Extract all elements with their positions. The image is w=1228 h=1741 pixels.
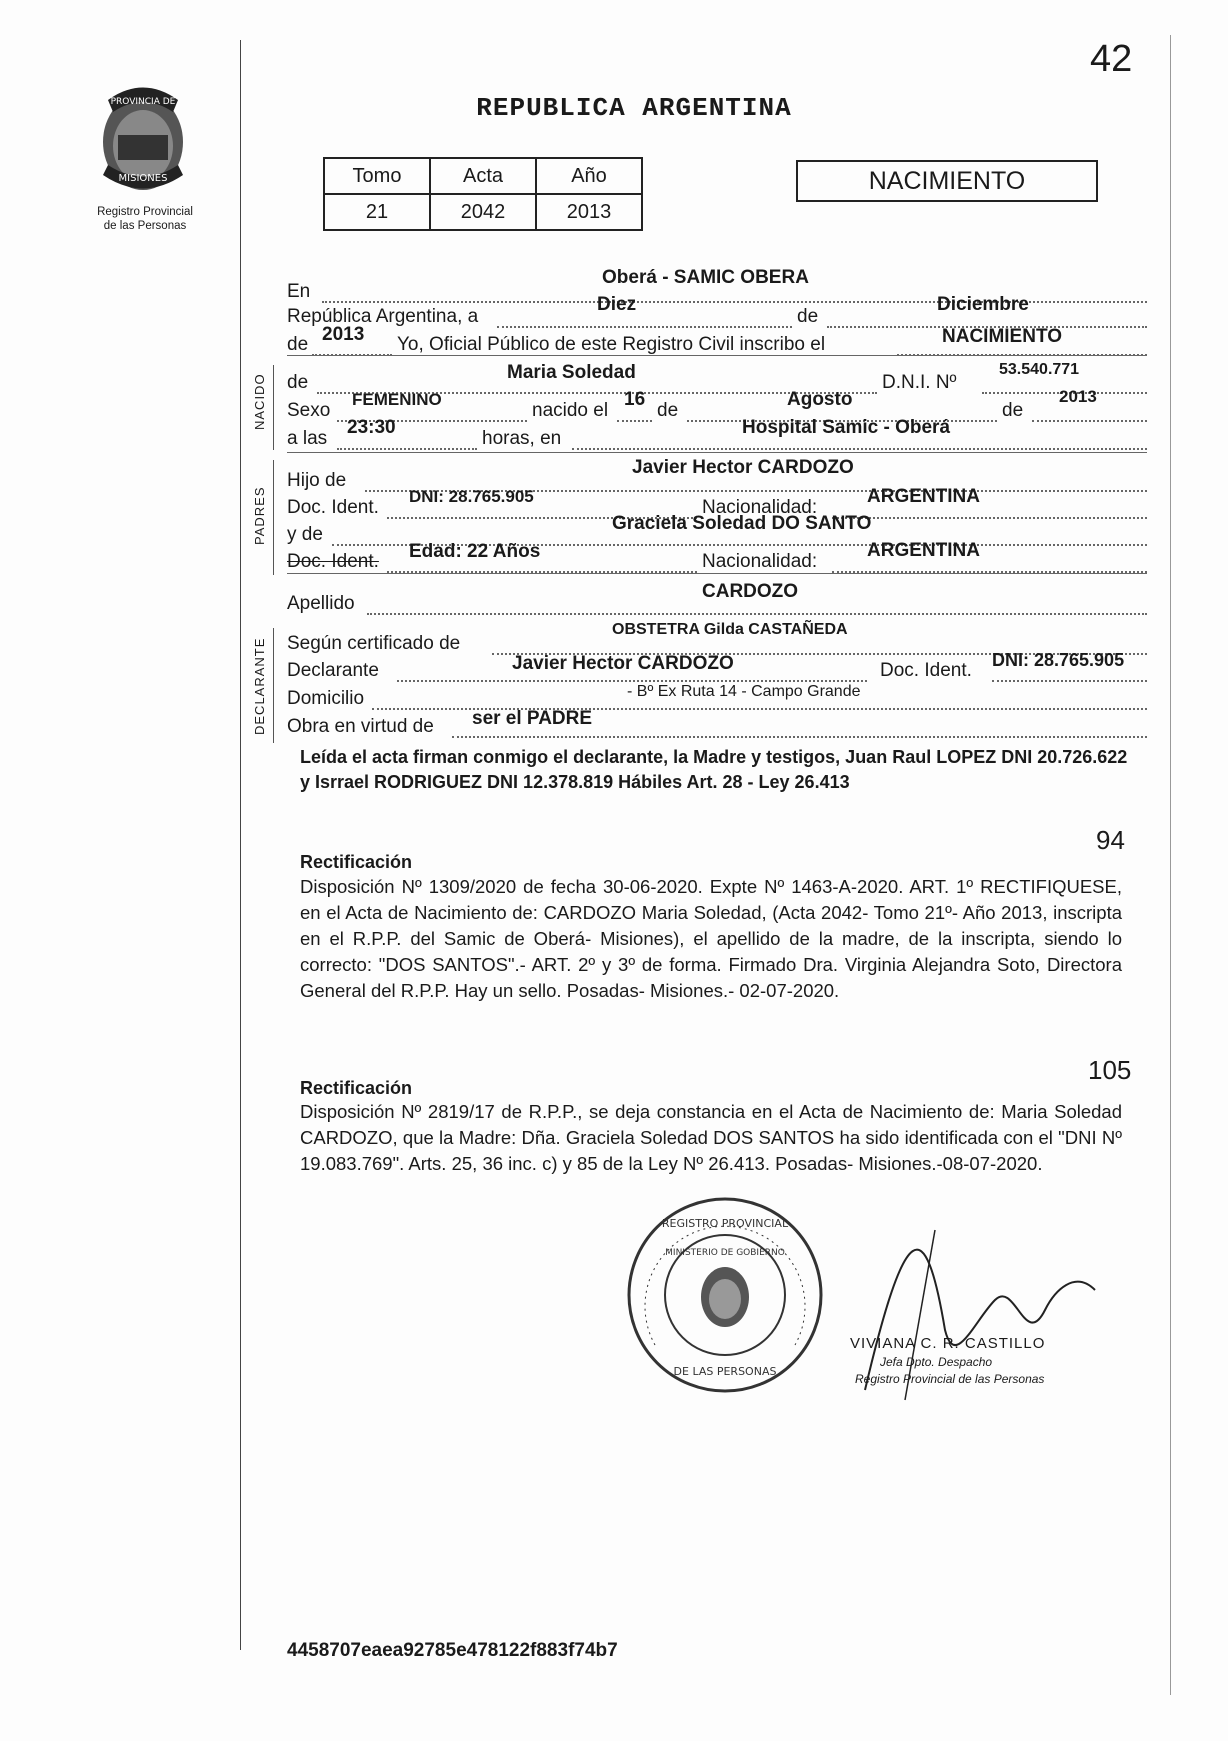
registry-value-anio: 2013 [536,194,642,230]
side-label-nacido: NACIDO [252,373,267,430]
divider [287,452,1147,453]
official-seal [625,1195,825,1395]
label-obra: Obra en virtud de [287,716,434,737]
rectification-1-number: 94 [1096,825,1125,855]
label-y-de: y de [287,524,323,545]
label-a-las: a las [287,428,328,449]
value-declarante-doc: DNI: 28.765.905 [992,650,1125,670]
signature-stamp-org: Registro Provincial de las Personas [855,1372,1045,1386]
value-madre: Graciela Soledad DO SANTO [612,513,872,534]
registry-table [323,157,643,231]
label-de-mes: de [657,400,679,421]
label-nacionalidad-1: Nacionalidad: [702,497,818,518]
nacido-bar [273,365,274,450]
label-declarante: Declarante [287,660,379,681]
label-apellido: Apellido [287,593,355,614]
label-de2: de [287,334,309,355]
seal-text-bottom: DE LAS PERSONAS [673,1365,777,1378]
value-padre-doc: DNI: 28.765.905 [409,487,534,506]
page-number: 42 [1090,38,1133,80]
registry-header-acta: Acta [430,158,536,194]
label-republica: República Argentina, a [287,306,479,327]
seal-text-inner: MINISTERIO DE GOBIERNO [665,1248,785,1258]
value-lugar-nac: Hospital Samic - Oberá [742,417,951,438]
declarante-bar [273,628,274,743]
value-mes-nac: Agosto [787,389,853,410]
row-hora [287,417,1147,453]
closing-statement: Leída el acta firman conmigo el declarante, la Madre y testigos, Juan Raul LOPEZ DNI 20.726.622 y Isrrael RODRIGUEZ DNI 12.378.819 Hábiles Art. 28 - Ley 26.413 [300,747,1128,792]
label-doc-ident-2: Doc. Ident. [287,551,379,572]
label-de: de [797,306,819,327]
label-segun-cert: Según certificado de [287,633,461,654]
side-label-declarante: DECLARANTE [252,637,267,735]
label-doc-ident-3: Doc. Ident. [880,660,972,681]
registry-header-anio: Año [536,158,642,194]
logo-caption-line2: de las Personas [103,220,187,232]
value-acto: NACIMIENTO [942,326,1062,347]
right-margin-line [1170,35,1171,1695]
rectification-2-title: Rectificación [300,1078,413,1098]
row-apellido [287,581,1147,618]
seal-text-top: REGISTRO PROVINCIAL [661,1217,789,1230]
label-de-anio: de [1002,400,1024,421]
value-anio: 2013 [322,324,365,345]
label-horas-en: horas, en [482,428,562,449]
row-obra [287,708,1147,741]
rectification-1-body: Disposición Nº 1309/2020 de fecha 30-06-2020. Expte Nº 1463-A-2020. ART. 1º RECTIFIQUESE, en el Acta de Nacimiento de: CARDOZO Maria Soledad, (Acta 2042- Tomo 21º- Año 2013, inscripta en el R.P.P. del Samic de Oberá- Misiones), el apellido de la madre, de la inscripta, siendo lo correcto: "DOS SANTOS".- ART. 2º y 3º de forma. Firmado Dra. Virginia Alejandra Soto, Directora General del R.P.P. Hay un sello. Posadas- Misiones.- 02-07-2020. [300,876,1122,1001]
logo-top-text: PROVINCIA DE [110,97,176,107]
label-en: En [287,281,311,302]
row-madre-doc [287,540,1147,576]
row-declarante [287,650,1147,685]
registry-header-tomo: Tomo [324,158,430,194]
value-obra: ser el PADRE [472,708,593,729]
footer-hash: 4458707eaea92785e478122f883f74b7 [287,1640,618,1661]
value-padre-nac: ARGENTINA [867,486,980,507]
label-hijo-de: Hijo de [287,470,347,491]
value-sexo: FEMENINO [352,390,442,409]
record-type-box: NACIMIENTO [796,160,1098,202]
value-hora: 23:30 [347,417,396,438]
row-sexo [287,387,1147,425]
left-margin-line [240,40,241,1650]
registry-value-acta: 2042 [430,194,536,230]
value-lugar: Oberá - SAMIC OBERA [602,267,809,288]
value-madre-doc: Edad: 22 Años [409,541,541,562]
registry-value-tomo: 21 [324,194,430,230]
label-nacido-el: nacido el [532,400,609,421]
logo-caption-line1: Registro Provincial [97,206,193,218]
rectification-2-body: Disposición Nº 2819/17 de R.P.P., se deja constancia en el Acta de Nacimiento de: Maria Soledad CARDOZO, que la Madre: Dña. Graciela Soledad DOS SANTOS ha sido identificada con el "DNI Nº 19.083.769". Arts. 25, 36 inc. c) y 85 de la Ley Nº 26.413. Posadas- Misiones.-08-07-2020. [300,1101,1122,1174]
divider [287,355,1147,356]
divider [287,573,1147,574]
value-dia-nac: 16 [624,389,646,410]
value-anio-nac: 2013 [1059,387,1097,406]
logo-caption [80,205,210,233]
value-nombre: Maria Soledad [507,362,636,383]
padres-bar [273,460,274,575]
value-madre-nac: ARGENTINA [867,540,980,561]
label-yo: Yo, Oficial Público de este Registro Civil inscribo el [397,334,826,355]
rectification-1-title: Rectificación [300,852,413,872]
document-title: REPUBLICA ARGENTINA [476,93,792,123]
value-apellido: CARDOZO [702,581,799,602]
signature-stamp-name: VIVIANA C. R. CASTILLO [850,1335,1046,1352]
rectification-2-number: 105 [1088,1055,1132,1085]
logo-bottom-text: MISIONES [118,173,168,184]
label-de-nombre: de [287,372,309,393]
value-declarante: Javier Hector CARDOZO [512,653,734,674]
row-domicilio [287,683,1147,713]
value-domicilio: - Bº Ex Ruta 14 - Campo Grande [627,683,861,700]
label-domicilio: Domicilio [287,688,365,709]
label-dni: D.N.I. Nº [882,372,957,393]
value-dia: Diez [597,294,637,315]
value-dni: 53.540.771 [999,361,1080,378]
label-sexo: Sexo [287,400,331,421]
label-doc-ident-1: Doc. Ident. [287,497,379,518]
side-label-padres: PADRES [252,486,267,545]
signature-stamp-role: Jefa Dpto. Despacho [880,1355,993,1369]
value-certificado: OBSTETRA Gilda CASTAÑEDA [612,621,848,638]
label-nacionalidad-2: Nacionalidad: [702,551,818,572]
value-mes: Diciembre [937,294,1029,315]
value-padre: Javier Hector CARDOZO [632,457,854,478]
